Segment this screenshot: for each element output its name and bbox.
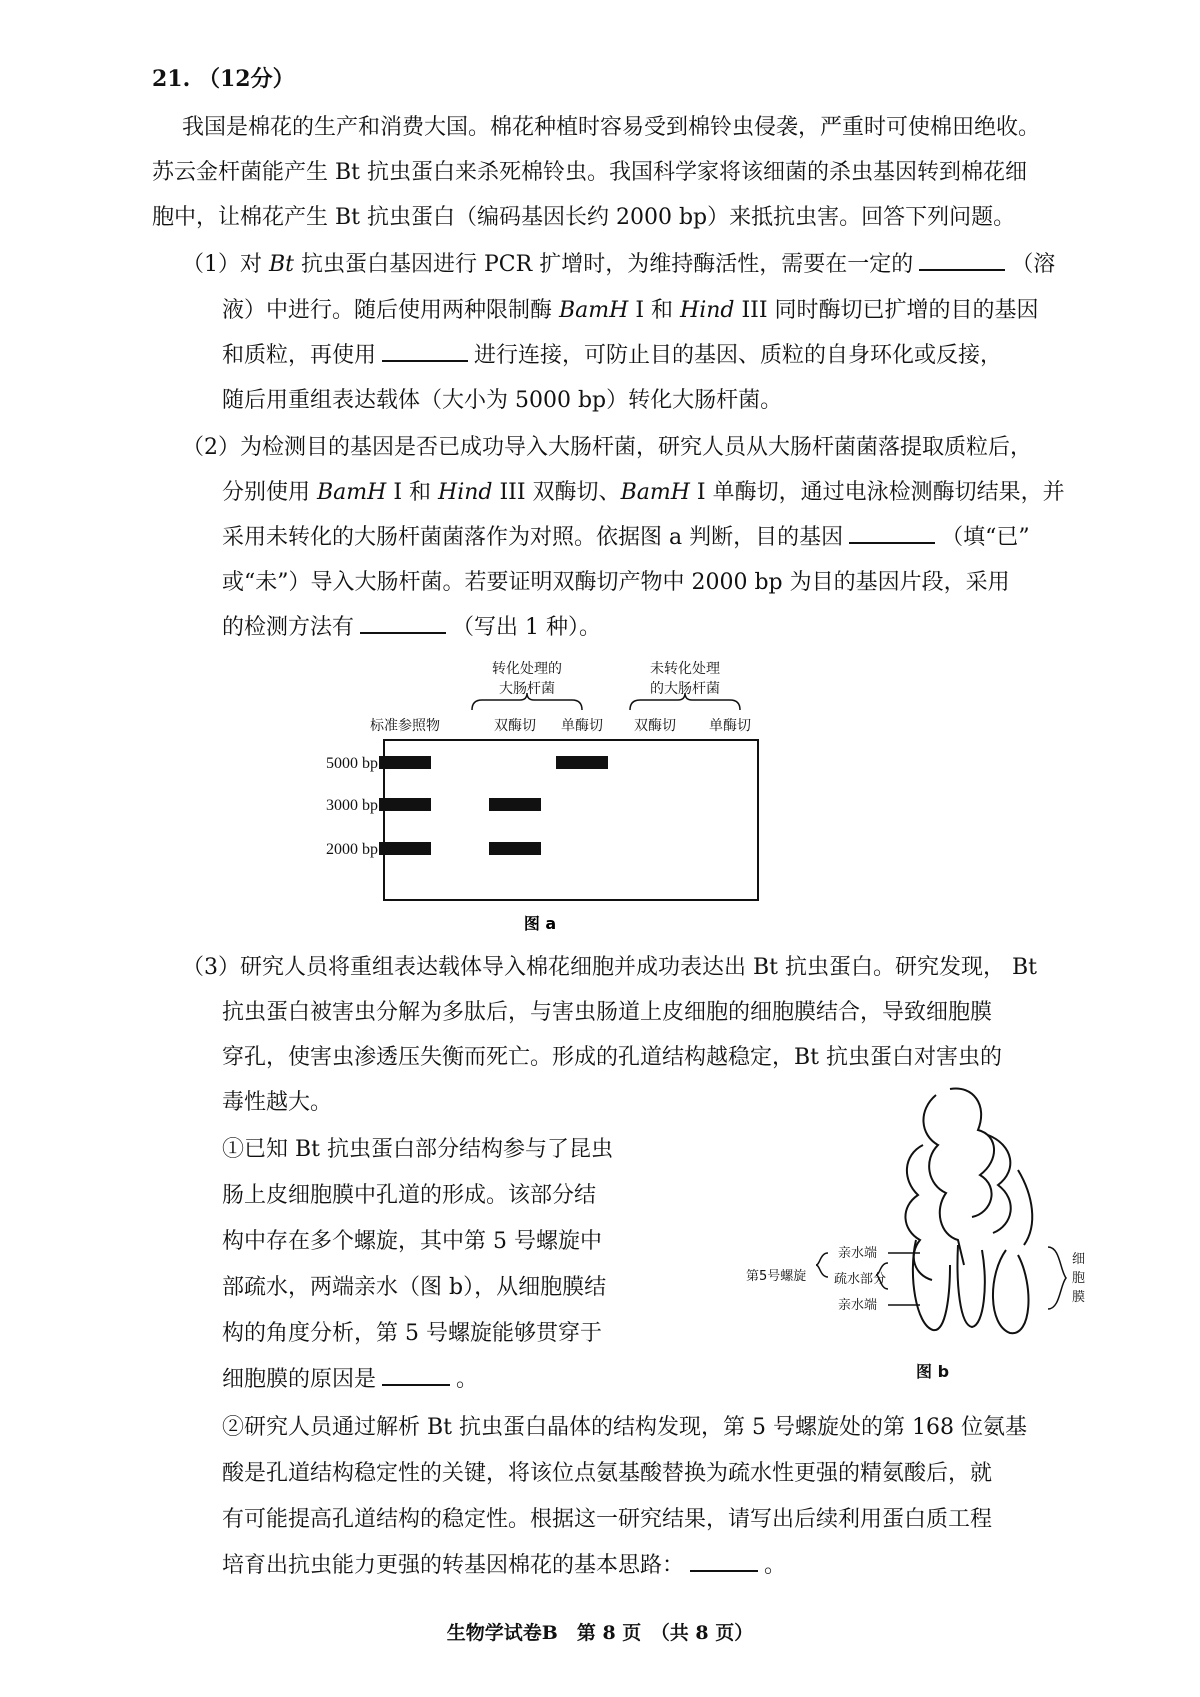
- gel-bands: [379, 756, 608, 855]
- p1-l1b: Bt: [269, 252, 295, 277]
- p1-l3b: 进行连接，可防止目的基因、质粒的自身环化或反接，: [474, 343, 1003, 368]
- answer-blank-2[interactable]: [382, 356, 468, 362]
- membrane-label-2: 胞: [1072, 1271, 1086, 1286]
- question-number: 21.: [152, 66, 191, 92]
- q1-line-6: [222, 1362, 478, 1393]
- p1-l1d: （溶: [1011, 252, 1056, 277]
- gel-band-lane1-marker2: [489, 842, 541, 855]
- q1-last-a: 细胞膜的原因是: [222, 1367, 377, 1392]
- p2-line-5: [222, 610, 601, 641]
- p2-l5b: （写出 1 种）。: [452, 615, 601, 640]
- p2-l5a: 的检测方法有: [222, 615, 355, 640]
- q2-line-4: [222, 1548, 786, 1579]
- membrane-label-3: 膜: [1072, 1290, 1086, 1305]
- answer-blank-3[interactable]: [849, 538, 935, 544]
- q2-line-1: ②研究人员通过解析 Bt 抗虫蛋白晶体的结构发现，第 5 号螺旋处的第 168 位氨基: [222, 1415, 1027, 1440]
- gel-band-lane0-marker2: [379, 842, 431, 855]
- lane-label-0: 标准参照物: [370, 718, 440, 734]
- lane-label-2: 单酶切: [561, 718, 603, 734]
- p1-l2a: 液）中进行。随后使用两种限制酶: [222, 298, 559, 323]
- figure-b-protein: [688, 1075, 1108, 1405]
- answer-blank-4[interactable]: [360, 628, 446, 634]
- p2-l2g: I 单酶切，通过电泳检测酶切结果，并: [689, 480, 1065, 505]
- protein-right-coil: [988, 1135, 1011, 1233]
- intro-line-3: 胞中，让棉花产生 Bt 抗虫蛋白（编码基因长约 2000 bp）来抵抗虫害。回答下列问题。: [152, 205, 1016, 230]
- p2-line-1: （2）为检测目的基因是否已成功导入大肠杆菌，研究人员从大肠杆菌菌落提取质粒后，: [182, 435, 1032, 460]
- p2-l3a: 采用未转化的大肠杆菌菌落作为对照。依据图 a 判断，目的基因: [222, 525, 844, 550]
- marker-2000: 2000 bp: [326, 841, 378, 858]
- p1-l1a: （1）对: [182, 252, 269, 277]
- p2-l3b: （填“已”: [941, 525, 1030, 550]
- p1-l2c: I 和: [628, 298, 681, 323]
- p3-line-4: 毒性越大。: [222, 1090, 333, 1115]
- figure-b-caption: 图 b: [916, 1362, 950, 1381]
- q1-last-b: 。: [456, 1367, 479, 1392]
- lane-label-4: 单酶切: [709, 718, 751, 734]
- p1-l3a: 和质粒，再使用: [222, 343, 377, 368]
- brace-untransformed: [630, 693, 740, 710]
- p1-line-3: [222, 338, 1002, 369]
- q2-line-3: 有可能提高孔道结构的稳定性。根据这一研究结果，请写出后续利用蛋白质工程: [222, 1507, 993, 1532]
- group-transformed-label-1: 转化处理的: [492, 661, 562, 677]
- lane-label-1: 双酶切: [494, 718, 536, 734]
- p2-l2b: BamH: [317, 480, 387, 505]
- p1-line-1: [182, 247, 1055, 278]
- protein-top-helix-1: [923, 1095, 964, 1265]
- marker-5000: 5000 bp: [326, 755, 378, 772]
- question-score: （12分）: [197, 66, 295, 92]
- membrane-brace: [1048, 1247, 1066, 1309]
- gel-band-lane2-marker0: [556, 756, 608, 769]
- p2-line-2: [222, 475, 1065, 506]
- protein-left-coil: [905, 1145, 932, 1280]
- helix-5-label: 第5号螺旋: [746, 1269, 807, 1284]
- figure-a-caption: 图 a: [523, 914, 557, 933]
- marker-3000: 3000 bp: [326, 797, 378, 814]
- membrane-label-1: 细: [1072, 1252, 1086, 1267]
- q1-line-4: 部疏水，两端亲水（图 b），从细胞膜结: [222, 1275, 607, 1300]
- q2-last-a: 培育出抗虫能力更强的转基因棉花的基本思路：: [222, 1553, 685, 1578]
- page-footer: 生物学试卷B 第 8 页 （共 8 页）: [446, 1622, 754, 1644]
- helix-7: [993, 1250, 1029, 1333]
- protein-top-helix-2: [950, 1088, 994, 1217]
- intro-line-2: 苏云金杆菌能产生 Bt 抗虫蛋白来杀死棉铃虫。我国科学家将该细菌的杀虫基因转到棉花细: [152, 160, 1027, 185]
- group-untransformed-label-1: 未转化处理: [650, 661, 720, 677]
- q1-line-5: 构的角度分析，第 5 号螺旋能够贯穿于: [222, 1321, 602, 1346]
- protein-loop: [1018, 1170, 1032, 1245]
- gel-band-lane0-marker1: [379, 798, 431, 811]
- p2-line-4: 或“未”）导入大肠杆菌。若要证明双酶切产物中 2000 bp 为目的基因片段，采用: [222, 570, 1010, 595]
- region-label-top: 亲水端: [838, 1246, 878, 1261]
- brace-transformed: [472, 693, 582, 710]
- p3-line-1: （3）研究人员将重组表达载体导入棉花细胞并成功表达出 Bt 抗虫蛋白。研究发现， Bt: [182, 955, 1037, 980]
- helix-brace: [816, 1253, 828, 1277]
- gel-band-lane0-marker0: [379, 756, 431, 769]
- q1-line-1: ①已知 Bt 抗虫蛋白部分结构参与了昆虫: [222, 1137, 613, 1162]
- region-label-mid: 疏水部分: [834, 1272, 887, 1287]
- p1-line-2: [222, 293, 1039, 324]
- q2-line-2: 酸是孔道结构稳定性的关键，将该位点氨基酸替换为疏水性更强的精氨酸后，就: [222, 1461, 993, 1486]
- region-label-bottom: 亲水端: [838, 1298, 878, 1313]
- p2-l2e: III 双酶切、: [492, 480, 621, 505]
- group-untransformed-label-2: 的大肠杆菌: [650, 681, 720, 697]
- question-header: [152, 62, 295, 93]
- figure-a-gel: [320, 655, 840, 935]
- q1-line-2: 肠上皮细胞膜中孔道的形成。该部分结: [222, 1183, 597, 1208]
- p1-l2d: Hind: [680, 298, 735, 323]
- answer-blank-5[interactable]: [382, 1380, 450, 1386]
- p3-line-2: 抗虫蛋白被害虫分解为多肽后，与害虫肠道上皮细胞的细胞膜结合，导致细胞膜: [222, 1000, 993, 1025]
- p2-l2c: I 和: [386, 480, 439, 505]
- lane-label-3: 双酶切: [634, 718, 676, 734]
- p2-l2f: BamH: [620, 480, 690, 505]
- p1-l1c: 抗虫蛋白基因进行 PCR 扩增时，为维持酶活性，需要在一定的: [294, 252, 914, 277]
- answer-blank-6[interactable]: [690, 1566, 758, 1572]
- q2-last-b: 。: [764, 1553, 787, 1578]
- p1-l2e: III 同时酶切已扩增的目的基因: [734, 298, 1039, 323]
- answer-blank-1[interactable]: [919, 265, 1005, 271]
- p3-line-3: 穿孔，使害虫渗透压失衡而死亡。形成的孔道结构越稳定，Bt 抗虫蛋白对害虫的: [222, 1045, 1003, 1070]
- p2-line-3: [222, 520, 1030, 551]
- p1-line-4: 随后用重组表达载体（大小为 5000 bp）转化大肠杆菌。: [222, 388, 783, 413]
- group-transformed-label-2: 大肠杆菌: [499, 681, 555, 697]
- gel-band-lane1-marker1: [489, 798, 541, 811]
- p2-l2a: 分别使用: [222, 480, 317, 505]
- q1-line-3: 构中存在多个螺旋，其中第 5 号螺旋中: [222, 1229, 602, 1254]
- p2-l2d: Hind: [438, 480, 493, 505]
- p1-l2b: BamH: [559, 298, 629, 323]
- intro-line-1: 我国是棉花的生产和消费大国。棉花种植时容易受到棉铃虫侵袭，严重时可使棉田绝收。: [182, 115, 1041, 140]
